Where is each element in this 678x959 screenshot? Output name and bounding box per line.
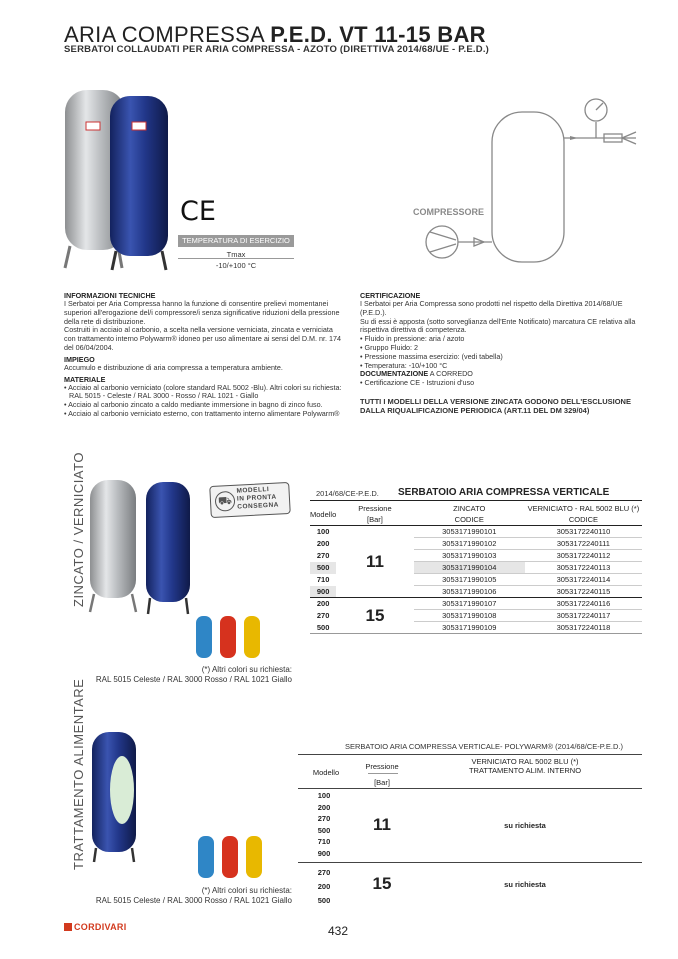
color-options-image-2 <box>194 832 268 884</box>
table2-top-rule <box>298 754 642 755</box>
t2-model: 200 <box>317 802 331 812</box>
technical-info <box>64 289 344 419</box>
t2-col-painted-1: VERNICIATO RAL 5002 BLU (*) <box>471 757 579 766</box>
cert-b1: • Fluido in pressione: aria / azoto <box>360 334 465 344</box>
t2-on-request-11: su richiesta <box>504 821 546 830</box>
tech-heading: INFORMAZIONI TECNICHE <box>64 291 156 300</box>
title-bold: P.E.D. VT 11-15 BAR <box>270 22 486 47</box>
t2-model: 710 <box>317 837 331 847</box>
t2-col-painted-2: TRATTAMENTO ALIM. INTERNO <box>468 766 582 775</box>
table-row: 270 3053171990103 3053172240112 <box>310 550 642 562</box>
colors-note-2: RAL 5015 Celeste / RAL 3000 Rosso / RAL 1021 Giallo <box>95 675 292 684</box>
table-row: 100 11 3053171990101 3053172240110 <box>310 526 642 538</box>
t2-col-pressure: Pressione <box>365 762 399 771</box>
t2-on-request-15: su richiesta <box>504 880 546 889</box>
table1-title: SERBATOIO ARIA COMPRESSA VERTICALE <box>398 487 610 498</box>
table-row: 200 15 3053171990107 3053172240116 <box>310 598 642 610</box>
table-row: 270 3053171990108 3053172240117 <box>310 610 642 622</box>
section2-vertical-label: TRATTAMENTO ALIMENTARE <box>71 678 86 870</box>
hero-tanks-image <box>60 86 180 272</box>
temp-divider <box>178 258 294 259</box>
t2-model: 900 <box>317 848 331 858</box>
brand-icon <box>64 923 72 931</box>
table1 <box>310 503 642 634</box>
brand-logo <box>64 922 127 932</box>
material-1b: RAL 5015 - Celeste / RAL 3000 - Rosso / RAL 1021 - Giallo <box>69 391 259 401</box>
section1-colors-note <box>86 665 292 685</box>
col-code-painted: CODICE <box>568 515 599 524</box>
t2-models-15 <box>300 866 348 908</box>
section1-vertical-label: ZINCATO / VERNICIATO <box>71 452 86 607</box>
table1-top-rule <box>310 500 642 501</box>
material-heading: MATERIALE <box>64 374 106 384</box>
use-p: Accumulo e distribuzione di aria compressa a temperatura ambiente. <box>64 362 283 372</box>
zinc-note: TUTTI I MODELLI DELLA VERSIONE ZINCATA GODONO DELL'ESCLUSIONE DALLA RIQUALIFICAZIONE PERIODICA (ART.11 DEL DM 329/04) <box>360 396 631 416</box>
cert-b5: • Certificazione CE - Istruzioni d'uso <box>360 378 475 388</box>
pressure-11: 11 <box>365 552 384 571</box>
material-1: • Acciaio al carbonio verniciato (colore standard RAL 5002 -Blu). Altri colori su richiesta: <box>64 382 342 392</box>
doc-heading: DOCUMENTAZIONE <box>360 369 429 379</box>
brand-name: CORDIVARI <box>74 922 127 932</box>
truck-icon: ⛟ <box>215 491 236 512</box>
installation-diagram <box>400 92 648 276</box>
certification-info <box>360 289 646 416</box>
table-row: 200 3053171990102 3053172240111 <box>310 538 642 550</box>
cert-p2: Su di essi è apposta (sotto sorveglianza dell'Ente Notificato) marcatura CE relativa alla rispettiva direttiva di competenza. <box>360 316 636 335</box>
table-row: 710 3053171990105 3053172240114 <box>310 574 642 586</box>
colors-note-2-1: (*) Altri colori su richiesta: <box>201 886 292 895</box>
stamp-line2: IN PRONTA <box>236 493 277 503</box>
section2-tank-image <box>88 728 140 864</box>
cert-b4: • Temperatura: -10/+100 °C <box>360 360 448 370</box>
ce-mark: CE <box>180 196 216 227</box>
cert-b2: • Gruppo Fluido: 2 <box>360 342 419 352</box>
cert-b3: • Pressione massima esercizio: (vedi tabella) <box>360 351 503 361</box>
t2-model: 500 <box>317 896 331 905</box>
col-painted: VERNICIATO - RAL 5002 BLU (*) <box>527 504 640 513</box>
doc-heading-suffix: A CORREDO <box>429 369 473 379</box>
col-pressure-unit: [Bar] <box>367 515 383 524</box>
diagram-label: COMPRESSORE <box>413 207 485 217</box>
col-pressure: Pressione <box>358 504 392 513</box>
section2-colors-note <box>86 886 292 906</box>
color-options-image <box>192 612 268 664</box>
t2-col-pressure-unit: [Bar] <box>374 778 390 787</box>
stamp-line1: MODELLI <box>236 485 270 495</box>
pressure-15: 15 <box>365 606 385 625</box>
temp-label: Tmax <box>226 250 246 259</box>
table2-title: SERBATOIO ARIA COMPRESSA VERTICALE- POLYWARM® (2014/68/CE-P.E.D.) <box>345 742 623 751</box>
colors-note-2-2: RAL 5015 Celeste / RAL 3000 Rosso / RAL 1021 Giallo <box>95 896 292 905</box>
t2-model: 100 <box>317 791 331 800</box>
material-2: • Acciaio al carbonio zincato a caldo mediante immersione in bagno di zinco fuso. <box>64 400 323 410</box>
t2-models-11 <box>300 790 348 860</box>
page-subtitle: SERBATOI COLLAUDATI PER ARIA COMPRESSA - AZOTO (DIRETTIVA 2014/68/UE - P.E.D.) <box>64 44 490 55</box>
table2-mid-rule <box>298 862 642 863</box>
col-model: Modello <box>310 509 337 519</box>
use-heading: IMPIEGO <box>64 354 95 364</box>
temp-value: -10/+100 °C <box>215 261 257 270</box>
page-number: 432 <box>328 924 349 938</box>
t2-pressure-15: 15 <box>372 874 392 893</box>
section1-tanks-image <box>86 476 196 616</box>
t2-col-model: Modello <box>312 768 340 777</box>
col-code-zinc: CODICE <box>454 515 484 524</box>
stamp-line3: CONSEGNA <box>237 501 280 511</box>
cert-heading: CERTIFICAZIONE <box>360 291 421 300</box>
title-light: ARIA COMPRESSA <box>64 22 264 47</box>
t2-col-painted <box>408 757 642 775</box>
col-zinc: ZINCATO <box>453 504 486 513</box>
material-3: • Acciaio al carbonio verniciato esterno, con trattamento interno alimentare Polywarm® <box>64 408 340 418</box>
table-row: 900 3053171990106 3053172240115 <box>310 586 642 598</box>
table-row: 500 3053171990104 3053172240113 <box>310 562 642 574</box>
table-row: 500 3053171990109 3053172240118 <box>310 622 642 634</box>
t2-pressure-rule <box>368 773 398 774</box>
t2-pressure-11: 11 <box>373 815 391 834</box>
t2-model: 500 <box>317 825 331 835</box>
colors-note-1: (*) Altri colori su richiesta: <box>201 665 292 674</box>
t2-model: 270 <box>317 814 331 824</box>
tech-p2: Costruiti in acciaio al carbonio, a scelta nella versione verniciata, zincata e verniciata con trattamento interno Polywarm® idoneo per uso alimentare ai sensi del D.M. nr. 174 del 06/04/2004. <box>64 325 341 352</box>
t2-model: 270 <box>317 868 331 877</box>
directive-label: 2014/68/CE-P.E.D. <box>316 489 379 498</box>
table2-header-rule <box>298 788 642 789</box>
tech-p1: I Serbatoi per Aria Compressa hanno la funzione di consentire prelievi momentanei superiori all'erogazione del/i compressore/i senza significative riduzioni della pressione della rete di distribuzione. <box>64 299 340 326</box>
stamp-badge <box>209 482 291 518</box>
cert-p1: I Serbatoi per Aria Compressa sono prodotti nel rispetto della Direttiva 2014/68/UE (P.E.D.). <box>360 299 623 317</box>
temp-title: TEMPERATURA DI ESERCIZIO <box>178 235 294 247</box>
t2-model: 200 <box>317 882 331 891</box>
